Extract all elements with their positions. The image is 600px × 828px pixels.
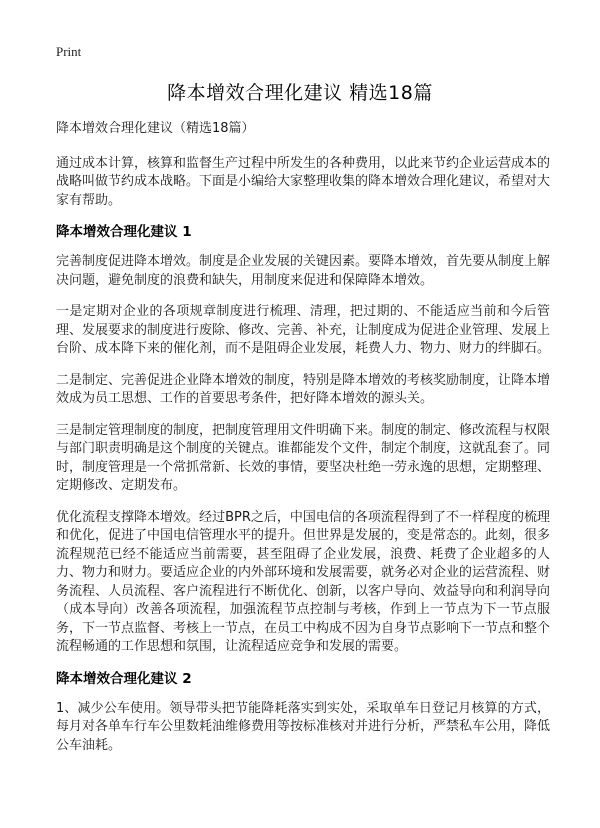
- section-heading-1: 降本增效合理化建议 1: [56, 224, 192, 240]
- paragraph: 二是制定、完善促进企业降本增效的制度，特别是降本增效的考核奖励制度，让降本增效成为员工思想、工作的首要思考条件，把好降本增效的源头关。: [56, 372, 551, 406]
- paragraph: 优化流程支撑降本增效。经过BPR之后，中国电信的各项流程得到了不一样程度的梳理和优化，促进了中国电信管理水平的提升。但世界是发展的，变是常态的。此刻，很多流程规范已经不能适应当前需要，甚至阻碍了企业发展，浪费、耗费了企业超多的人力、物力和财力。要适应企业的内外部环境和发展需要，就务必对企业的运营流程、财务流程、人员流程、客户流程进行不断优化、创新，以客户导向、效益导向和利润导向（成本导向）改善各项流程，加强流程节点控制与考核，作到上一节点为下一节点服务，下一节点监督、考核上一节点，在员工中构成不因为自身节点影响下一节点和整个流程畅通的工作思想和氛围，让流程适应竞争和发展的需要。: [56, 509, 551, 654]
- paragraph: 一是定期对企业的各项规章制度进行梳理、清理，把过期的、不能适应当前和今后管理、发展要求的制度进行废除、修改、完善、补充，让制度成为促进企业管理、发展上台阶、成本降下来的催化剂，而不是阻碍企业发展，耗费人力、物力、财力的绊脚石。: [56, 304, 551, 356]
- section-heading-2: 降本增效合理化建议 2: [56, 670, 192, 687]
- paragraph: 完善制度促进降本增效。制度是企业发展的关键因素。要降本增效，首先要从制度上解决问题，避免制度的浪费和缺失，用制度来促进和保障降本增效。: [56, 254, 551, 288]
- paragraph: 三是制定管理制度的制度，把制度管理用文件明确下来。制度的制定、修改流程与权限与部门职责明确是这个制度的关键点。谁都能发个文件，制定个制度，这就乱套了。同时，制度管理是一个常抓常新、长效的事情，要坚决杜绝一劳永逸的思想，定期整理、定期修改、定期发布。: [56, 422, 551, 493]
- document-title: 降本增效合理化建议 精选18篇: [167, 82, 433, 104]
- article-subtitle: 降本增效合理化建议（精选18篇）: [56, 121, 255, 136]
- article-body: [56, 120, 550, 768]
- intro-paragraph: 通过成本计算，核算和监督生产过程中所发生的各种费用，以此来节约企业运营成本的战略叫做节约成本战略。下面是小编给大家整理收集的降本增效合理化建议，希望对大家有帮助。: [56, 155, 551, 208]
- print-link[interactable]: Print: [56, 44, 82, 59]
- paragraph: 1、减少公车使用。领导带头把节能降耗落实到实处，采取单车日登记月核算的方式，每月对各单车行车公里数耗油维修费用等按标准核对并进行分析，严禁私车公用，降低公车油耗。: [56, 700, 551, 753]
